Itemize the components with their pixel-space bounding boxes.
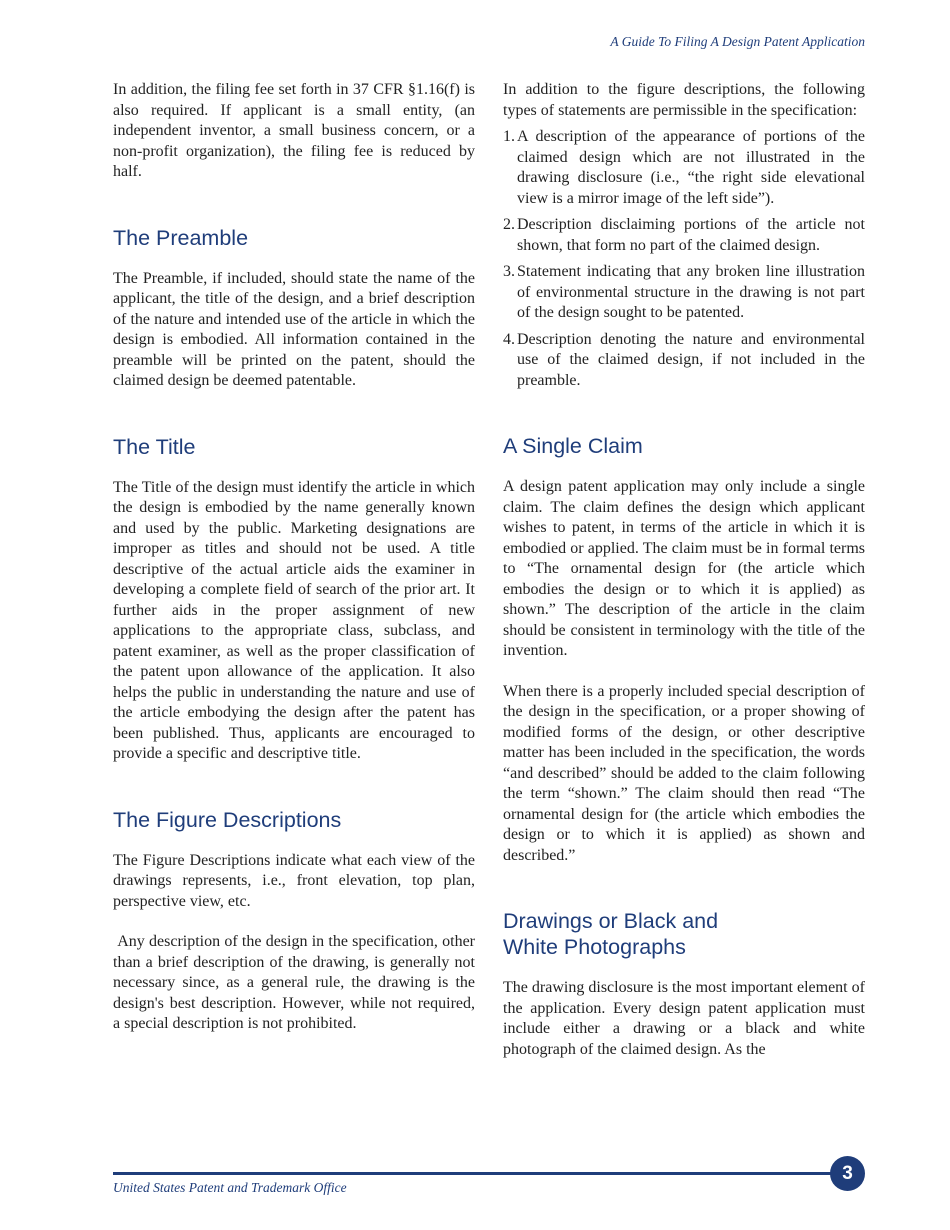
filing-fee-paragraph: In addition, the filing fee set forth in 37 CFR §1.16(f) is also required. If applicant is a small entity, (an independent inventor, a small business concern, or a non-profit organization), the filing fee is reduced by half. (113, 81, 475, 180)
list-item-text: Statement indicating that any broken line illustration of environmental structure in the drawing is not part of the design sought to be patented. (517, 263, 865, 321)
drawings-paragraph: The drawing disclosure is the most important element of the application. Every design patent application must include either a drawing or a black and white photograph of the claimed design. As the (503, 979, 865, 1058)
statements-intro-paragraph: In addition to the figure descriptions, the following types of statements are permissible in the specification: (503, 81, 865, 119)
figure-descriptions-paragraph-1: The Figure Descriptions indicate what each view of the drawings represents, i.e., front elevation, top plan, perspective view, etc. (113, 851, 475, 910)
list-item-text: Description denoting the nature and environmental use of the claimed design, if not included in the preamble. (517, 330, 865, 389)
single-claim-paragraph-1: A design patent application may only include a single claim. The claim defines the design which applicant wishes to patent, in terms of the article in which it is embodied or applied. The claim must be in formal terms to “The ornamental design for (the article which embodies the design or to which it is applied) as shown.” The description of the article in the claim should be consistent in terminology with the title of the invention. (503, 478, 865, 659)
right-column (503, 80, 865, 1080)
preamble-heading: The Preamble (113, 225, 249, 250)
permissible-statements-list (503, 127, 865, 391)
footer-rule (113, 1172, 853, 1175)
list-item-number: 3. (503, 263, 515, 280)
single-claim-paragraph-2: When there is a properly included special description of the design in the specification, or a proper showing of modified forms of the design, or other descriptive matter has been included in the specification, the words “and described” should be added to the claim following the term “shown.” The claim should then read “The ornamental design for (the article which embodies the design or to which it is applied) as shown and described.” (503, 682, 865, 864)
single-claim-heading: A Single Claim (503, 434, 643, 458)
list-item (503, 127, 865, 209)
drawings-heading-line-1: Drawings or Black and (503, 909, 719, 933)
left-column (113, 80, 480, 1055)
list-item-text: Description disclaiming portions of the article not shown, that form no part of the claimed design. (517, 216, 865, 254)
list-item-text: A description of the appearance of portions of the claimed design which are not illustrated in the drawing disclosure (i.e., “the right side elevational view is a mirror image of the left side”). (517, 128, 865, 207)
running-header-title: A Guide To Filing A Design Patent Application (610, 34, 865, 49)
drawings-heading (503, 908, 865, 960)
preamble-paragraph: The Preamble, if included, should state the name of the applicant, the title of the design, and a brief description of the nature and intended use of the article in which the design is embodied. All information contained in the preamble will be printed on the patent, should the claimed design be deemed patentable. (113, 269, 475, 389)
list-item-number: 2. (503, 216, 515, 233)
footer-organization: United States Patent and Trademark Office (113, 1180, 347, 1195)
drawings-heading-line-2: White Photographs (503, 935, 686, 959)
figure-descriptions-paragraph-2: Any description of the design in the specification, other than a brief description of the drawing, is generally not necessary since, as a general rule, the drawing is the design's best description. However, while not required, a special description is not prohibited. (113, 933, 480, 1032)
page-number-badge: 3 (830, 1156, 865, 1191)
figure-descriptions-heading: The Figure Descriptions (113, 807, 342, 832)
list-item (503, 215, 865, 256)
list-item (503, 330, 865, 392)
list-item-number: 4. (503, 330, 515, 348)
title-paragraph: The Title of the design must identify the article in which the design is embodied by the name generally known and used by the public. Marketing designations are improper as titles and should not be used. A title descriptive of the actual article aids the examiner in developing a complete field of search of the prior art. It further aids in the proper assignment of new applications to the appropriate class, subclass, and patent examiner, as well as the proper classification of the patent upon allowance of the application. It also helps the public in understanding the nature and use of the article embodying the design after the patent has been published. Thus, applicants are encouraged to provide a specific and descriptive title. (113, 478, 475, 762)
title-heading: The Title (113, 434, 196, 459)
list-item-number: 1. (503, 128, 515, 145)
list-item (503, 262, 865, 324)
